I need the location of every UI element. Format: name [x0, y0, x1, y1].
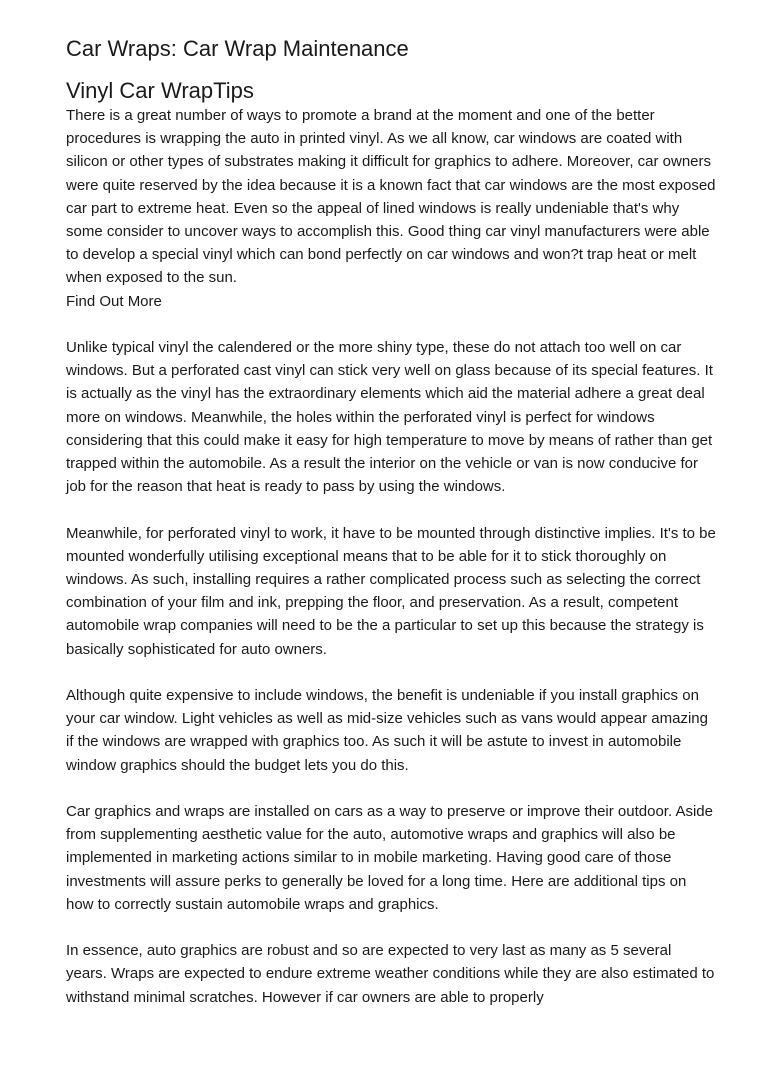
- find-out-more-line: [66, 290, 716, 313]
- find-out-more-link[interactable]: Find Out More: [66, 292, 162, 310]
- body-paragraph-3: Although quite expensive to include windows, the benefit is undeniable if you install graphics on your car window. Light vehicles as well as mid-size vehicles such as vans would appear amazing if the windows are wrapped with graphics too. As such it will be astute to invest in automobile window graphics should the budget lets you do this.: [66, 687, 708, 774]
- body-paragraph-2: Meanwhile, for perforated vinyl to work, it have to be mounted through distinctive implies. It's to be mounted wonderfully utilising exceptional means that to be able for it to stick thoroughly on windows. As such, installing requires a rather complicated process such as selecting the correct combination of your film and ink, prepping the floor, and preservation. As a result, competent automobile wrap companies will need to be the a particular to set up this because the strategy is basically sophisticated for auto owners.: [66, 524, 716, 658]
- document-page: [66, 34, 716, 1009]
- paragraph-spacer: [66, 777, 716, 800]
- paragraph-spacer: [66, 313, 716, 336]
- paragraph-spacer: [66, 498, 716, 521]
- intro-paragraph: There is a great number of ways to promote a brand at the moment and one of the better procedures is wrapping the auto in printed vinyl. As we all know, car windows are coated with silicon or other types of substrates making it difficult for graphics to adhere. Moreover, car owners were quite reserved by the idea because it is a known fact that car windows are the most exposed car part to extreme heat. Even so the appeal of lined windows is really undeniable that's why some consider to uncover ways to accomplish this. Good thing car vinyl manufacturers were able to develop a special vinyl which can bond perfectly on car windows and won?t trap heat or melt when exposed to the sun.: [66, 107, 716, 287]
- body-paragraph-5: In essence, auto graphics are robust and so are expected to very last as many as 5 several years. Wraps are expected to endure extreme weather conditions while they are also estimated to withstand minimal scratches. However if car owners are able to properly: [66, 942, 715, 1006]
- paragraph-spacer: [66, 916, 716, 939]
- body-paragraph-1: Unlike typical vinyl the calendered or the more shiny type, these do not attach too well on car windows. But a perforated cast vinyl can stick very well on glass because of its special features. It is actually as the vinyl has the extraordinary elements which aid the material adhere a great deal more on windows. Meanwhile, the holes within the perforated vinyl is perfect for windows considering that this could make it easy for high temperature to move by means of rather than get trapped within the automobile. As a result the interior on the vehicle or van is now conducive for job for the reason that heat is ready to pass by using the windows.: [66, 339, 713, 496]
- body-paragraph-4: Car graphics and wraps are installed on cars as a way to preserve or improve their outdoor. Aside from supplementing aesthetic value for the auto, automotive wraps and graphics will also be implemented in marketing actions similar to in mobile marketing. Having good care of those investments will assure perks to generally be loved for a long time. Here are additional tips on how to correctly sustain automobile wraps and graphics.: [66, 803, 713, 913]
- paragraph-spacer: [66, 661, 716, 684]
- page-title: Car Wraps: Car Wrap Maintenance: [66, 36, 409, 61]
- section-heading: Vinyl Car WrapTips: [66, 78, 254, 103]
